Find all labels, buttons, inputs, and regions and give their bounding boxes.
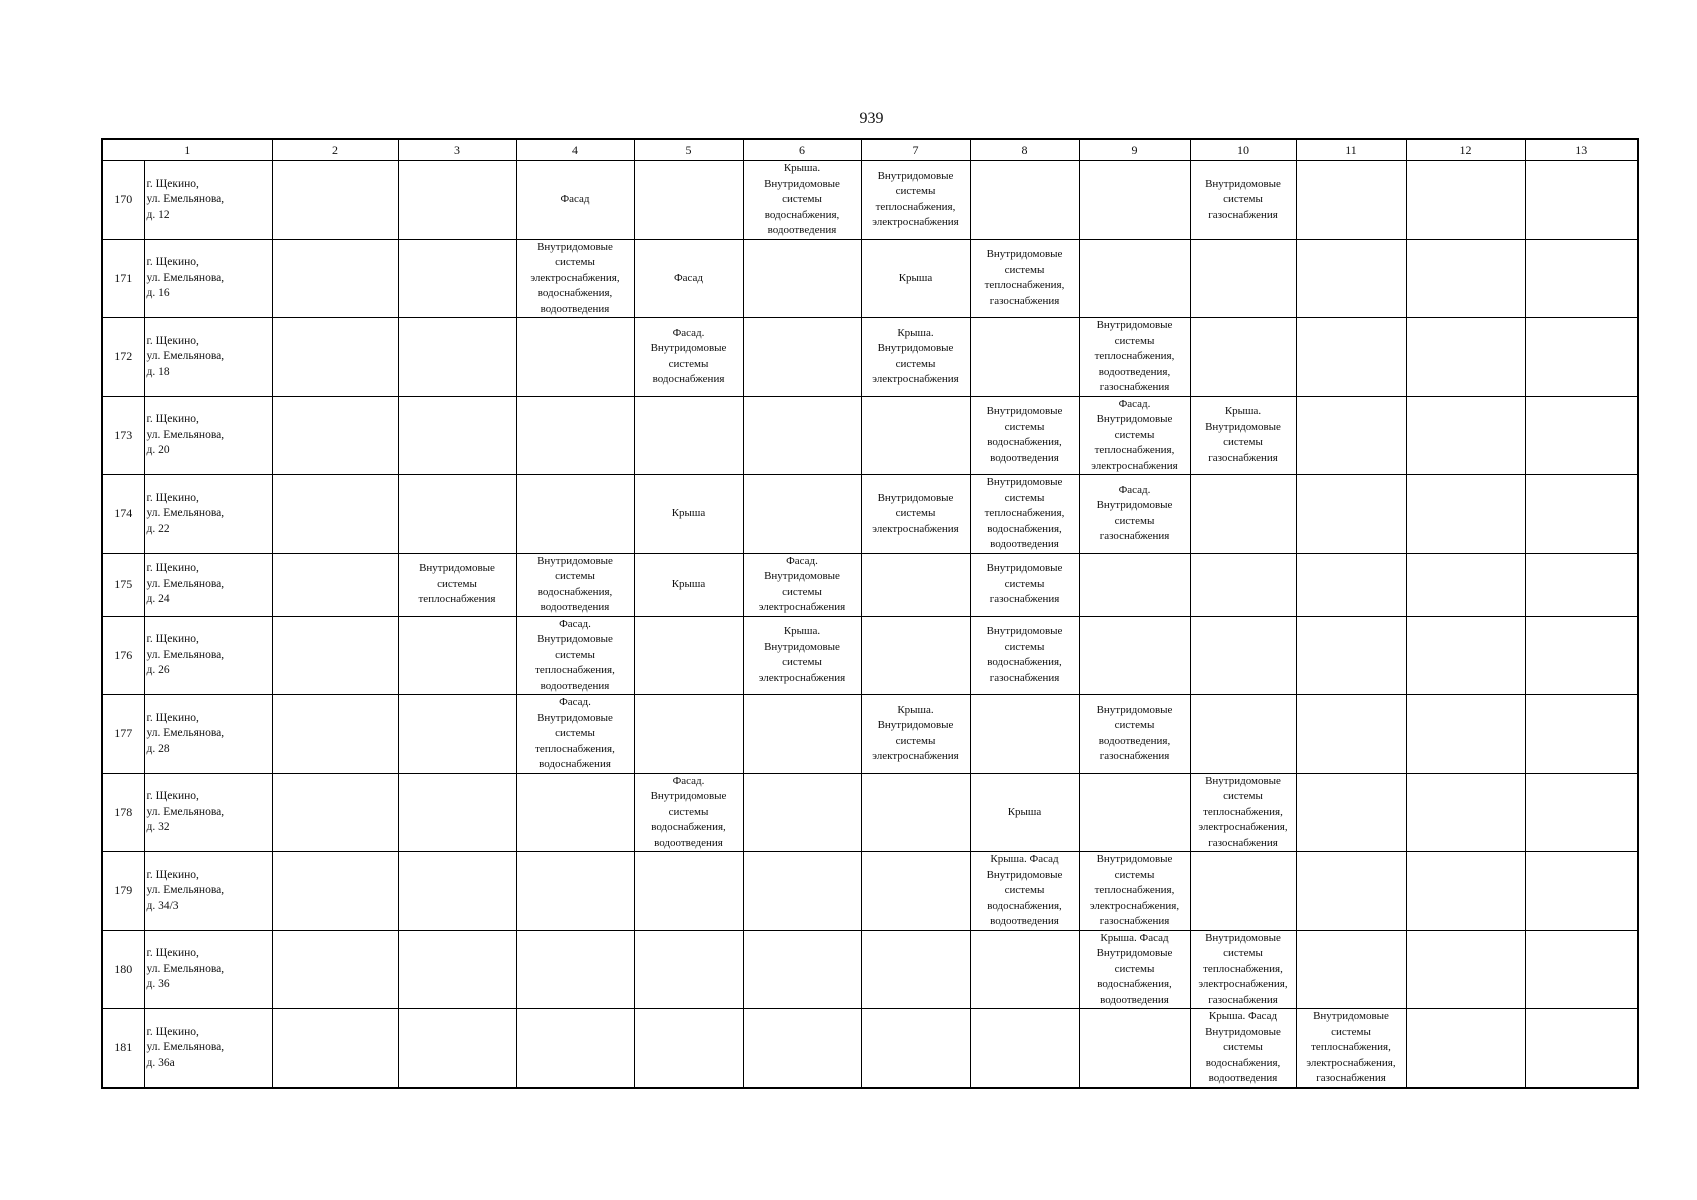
work-cell bbox=[516, 396, 634, 475]
work-cell bbox=[516, 318, 634, 397]
column-header: 10 bbox=[1190, 139, 1296, 161]
work-cell bbox=[1079, 930, 1190, 1009]
work-text: Внутридомовые системы водоснабжения, водоотведения bbox=[986, 405, 1063, 464]
work-cell bbox=[1079, 852, 1190, 931]
work-cell bbox=[1079, 1009, 1190, 1088]
address-text: г. Щекино, ул. Емельянова, д. 24 bbox=[146, 562, 225, 606]
table-row bbox=[102, 773, 1638, 852]
work-cell bbox=[1190, 475, 1296, 554]
work-cell bbox=[743, 1009, 861, 1088]
address-cell bbox=[144, 930, 272, 1009]
work-cell bbox=[1406, 475, 1525, 554]
work-text: Крыша. Внутридомовые системы электроснабжения bbox=[758, 625, 846, 684]
work-cell bbox=[516, 239, 634, 318]
work-text: Крыша. Внутридомовые системы водоснабжения, водоотведения bbox=[764, 162, 840, 236]
work-cell bbox=[970, 695, 1079, 774]
address-cell bbox=[144, 773, 272, 852]
work-cell bbox=[634, 396, 743, 475]
work-cell bbox=[398, 616, 516, 695]
table-row bbox=[102, 396, 1638, 475]
work-cell bbox=[516, 616, 634, 695]
work-cell bbox=[1190, 852, 1296, 931]
work-cell bbox=[1525, 475, 1638, 554]
work-text: Внутридомовые системы теплоснабжения, водоснабжения, водоотведения bbox=[984, 476, 1065, 550]
work-cell bbox=[398, 773, 516, 852]
work-cell bbox=[1406, 396, 1525, 475]
work-cell bbox=[1079, 396, 1190, 475]
work-cell bbox=[634, 1009, 743, 1088]
work-text: Крыша. Внутридомовые системы электроснабжения bbox=[872, 703, 959, 763]
work-text: Крыша. Внутридомовые системы газоснабжения bbox=[1205, 405, 1281, 464]
work-cell bbox=[861, 553, 970, 616]
work-cell bbox=[1296, 1009, 1406, 1088]
work-text: Фасад. Внутридомовые системы газоснабжения bbox=[1096, 483, 1173, 543]
work-cell bbox=[1406, 616, 1525, 695]
work-cell bbox=[1296, 161, 1406, 240]
address-cell bbox=[144, 616, 272, 695]
work-text: Фасад bbox=[560, 193, 590, 205]
work-cell bbox=[398, 852, 516, 931]
work-text: Внутридомовые системы газоснабжения bbox=[986, 562, 1063, 606]
work-cell bbox=[1406, 1009, 1525, 1088]
work-cell bbox=[743, 239, 861, 318]
work-cell bbox=[1296, 239, 1406, 318]
address-text: г. Щекино, ул. Емельянова, д. 18 bbox=[146, 334, 225, 378]
work-text: Крыша. Фасад Внутридомовые системы водоснабжения, водоотведения bbox=[1205, 1010, 1281, 1084]
address-cell bbox=[144, 161, 272, 240]
work-cell bbox=[1296, 852, 1406, 931]
work-cell bbox=[398, 318, 516, 397]
column-header: 7 bbox=[861, 139, 970, 161]
work-cell bbox=[1296, 553, 1406, 616]
work-cell bbox=[398, 239, 516, 318]
work-cell bbox=[516, 161, 634, 240]
work-cell bbox=[970, 396, 1079, 475]
table-row bbox=[102, 1009, 1638, 1088]
work-cell bbox=[516, 553, 634, 616]
work-cell bbox=[272, 161, 398, 240]
work-cell bbox=[970, 1009, 1079, 1088]
work-cell bbox=[1525, 930, 1638, 1009]
work-cell bbox=[970, 773, 1079, 852]
work-text: Крыша. Фасад Внутридомовые системы водоснабжения, водоотведения bbox=[986, 853, 1063, 927]
row-number: 178 bbox=[102, 773, 144, 852]
work-cell bbox=[1406, 239, 1525, 318]
address-text: г. Щекино, ул. Емельянова, д. 32 bbox=[146, 790, 225, 833]
work-cell bbox=[861, 616, 970, 695]
work-cell bbox=[743, 616, 861, 695]
work-cell bbox=[861, 852, 970, 931]
address-cell bbox=[144, 695, 272, 774]
address-text: г. Щекино, ул. Емельянова, д. 28 bbox=[146, 711, 225, 755]
row-number: 172 bbox=[102, 318, 144, 397]
work-cell bbox=[272, 475, 398, 554]
work-cell bbox=[1296, 396, 1406, 475]
work-cell bbox=[1406, 773, 1525, 852]
column-header: 11 bbox=[1296, 139, 1406, 161]
work-cell bbox=[861, 396, 970, 475]
work-cell bbox=[1079, 553, 1190, 616]
column-header: 5 bbox=[634, 139, 743, 161]
work-cell bbox=[516, 475, 634, 554]
work-cell bbox=[272, 695, 398, 774]
column-header: 6 bbox=[743, 139, 861, 161]
table-row bbox=[102, 239, 1638, 318]
row-number: 177 bbox=[102, 695, 144, 774]
work-cell bbox=[272, 318, 398, 397]
work-cell bbox=[398, 695, 516, 774]
work-cell bbox=[861, 695, 970, 774]
work-cell bbox=[1525, 396, 1638, 475]
row-number: 171 bbox=[102, 239, 144, 318]
work-text: Внутридомовые системы теплоснабжения, электроснабжения bbox=[872, 169, 959, 229]
address-cell bbox=[144, 239, 272, 318]
work-text: Внутридомовые системы теплоснабжения, водоотведения, газоснабжения bbox=[1094, 319, 1175, 393]
work-cell bbox=[1079, 161, 1190, 240]
work-cell bbox=[1296, 695, 1406, 774]
work-cell bbox=[1525, 553, 1638, 616]
work-cell bbox=[1079, 318, 1190, 397]
work-cell bbox=[743, 475, 861, 554]
work-text: Крыша bbox=[1007, 805, 1042, 818]
column-header: 12 bbox=[1406, 139, 1525, 161]
work-cell bbox=[398, 930, 516, 1009]
work-cell bbox=[970, 475, 1079, 554]
row-number: 179 bbox=[102, 852, 144, 931]
table-row bbox=[102, 553, 1638, 616]
work-cell bbox=[1525, 318, 1638, 397]
address-cell bbox=[144, 396, 272, 475]
work-text: Крыша bbox=[671, 577, 706, 590]
work-text: Крыша. Внутридомовые системы электроснабжения bbox=[872, 326, 959, 386]
work-text: Внутридомовые системы теплоснабжения, электроснабжения, газоснабжения bbox=[1089, 853, 1180, 927]
work-cell bbox=[743, 852, 861, 931]
work-cell bbox=[1190, 396, 1296, 475]
work-cell bbox=[1296, 773, 1406, 852]
work-cell bbox=[516, 773, 634, 852]
work-cell bbox=[743, 930, 861, 1009]
work-cell bbox=[398, 1009, 516, 1088]
work-cell bbox=[1406, 852, 1525, 931]
work-cell bbox=[970, 616, 1079, 695]
work-cell bbox=[634, 239, 743, 318]
work-cell bbox=[1525, 239, 1638, 318]
address-text: г. Щекино, ул. Емельянова, д. 16 bbox=[146, 256, 225, 299]
work-text: Фасад. Внутридомовые системы теплоснабжения, водоснабжения bbox=[535, 696, 615, 770]
work-text: Внутридомовые системы теплоснабжения bbox=[418, 562, 496, 606]
work-cell bbox=[1190, 553, 1296, 616]
work-text: Фасад. Внутридомовые системы теплоснабжения, электроснабжения bbox=[1091, 397, 1178, 472]
work-cell bbox=[1190, 773, 1296, 852]
work-cell bbox=[861, 161, 970, 240]
row-number: 176 bbox=[102, 616, 144, 695]
work-cell bbox=[1296, 475, 1406, 554]
address-cell bbox=[144, 553, 272, 616]
row-number: 175 bbox=[102, 553, 144, 616]
work-text: Внутридомовые системы водоснабжения, газоснабжения bbox=[986, 625, 1063, 684]
work-cell bbox=[1406, 318, 1525, 397]
work-cell bbox=[970, 161, 1079, 240]
work-cell bbox=[1079, 695, 1190, 774]
address-text: г. Щекино, ул. Емельянова, д. 20 bbox=[146, 413, 225, 456]
column-header: 3 bbox=[398, 139, 516, 161]
table-body bbox=[102, 139, 1638, 1088]
page-number: 939 bbox=[859, 110, 884, 127]
work-cell bbox=[272, 930, 398, 1009]
work-cell bbox=[398, 396, 516, 475]
work-cell bbox=[1525, 852, 1638, 931]
work-text: Фасад. Внутридомовые системы водоснабжения, водоотведения bbox=[650, 774, 727, 849]
work-cell bbox=[272, 396, 398, 475]
work-cell bbox=[1296, 930, 1406, 1009]
work-cell bbox=[272, 1009, 398, 1088]
table-row bbox=[102, 475, 1638, 554]
address-text: г. Щекино, ул. Емельянова, д. 34/3 bbox=[146, 868, 225, 912]
table-row bbox=[102, 318, 1638, 397]
address-text: г. Щекино, ул. Емельянова, д. 26 bbox=[146, 633, 225, 676]
work-cell bbox=[634, 475, 743, 554]
work-cell bbox=[516, 930, 634, 1009]
work-cell bbox=[1190, 161, 1296, 240]
work-cell bbox=[1406, 930, 1525, 1009]
work-cell bbox=[861, 773, 970, 852]
work-cell bbox=[1190, 239, 1296, 318]
work-cell bbox=[1190, 1009, 1296, 1088]
work-cell bbox=[634, 616, 743, 695]
column-header: 1 bbox=[102, 139, 272, 161]
work-cell bbox=[1079, 239, 1190, 318]
work-cell bbox=[970, 852, 1079, 931]
work-cell bbox=[272, 852, 398, 931]
work-text: Внутридомовые системы теплоснабжения, электроснабжения, газоснабжения bbox=[1198, 774, 1288, 849]
work-cell bbox=[1190, 695, 1296, 774]
column-header: 8 bbox=[970, 139, 1079, 161]
work-text: Крыша bbox=[898, 271, 933, 284]
row-number: 174 bbox=[102, 475, 144, 554]
work-text: Внутридомовые системы электроснабжения bbox=[872, 491, 959, 535]
work-cell bbox=[1190, 930, 1296, 1009]
work-cell bbox=[861, 318, 970, 397]
work-cell bbox=[970, 239, 1079, 318]
work-cell bbox=[272, 239, 398, 318]
work-cell bbox=[743, 161, 861, 240]
address-text: г. Щекино, ул. Емельянова, д. 12 bbox=[146, 177, 225, 221]
work-text: Крыша bbox=[671, 507, 706, 519]
work-cell bbox=[1406, 161, 1525, 240]
column-header-row bbox=[102, 139, 1638, 161]
column-header: 4 bbox=[516, 139, 634, 161]
work-cell bbox=[743, 396, 861, 475]
row-number: 173 bbox=[102, 396, 144, 475]
address-cell bbox=[144, 318, 272, 397]
address-text: г. Щекино, ул. Емельянова, д. 36 bbox=[146, 947, 225, 990]
work-cell bbox=[1296, 616, 1406, 695]
work-cell bbox=[1296, 318, 1406, 397]
work-cell bbox=[516, 852, 634, 931]
address-cell bbox=[144, 852, 272, 931]
work-cell bbox=[634, 773, 743, 852]
work-text: Внутридомовые системы теплоснабжения, электроснабжения, газоснабжения bbox=[1198, 931, 1288, 1006]
table-row bbox=[102, 161, 1638, 240]
work-cell bbox=[743, 695, 861, 774]
work-cell bbox=[970, 553, 1079, 616]
work-text: Фасад. Внутридомовые системы водоснабжения bbox=[650, 326, 727, 386]
work-cell bbox=[1525, 773, 1638, 852]
row-number: 181 bbox=[102, 1009, 144, 1088]
work-cell bbox=[398, 475, 516, 554]
work-text: Крыша. Фасад Внутридомовые системы водоснабжения, водоотведения bbox=[1096, 931, 1173, 1006]
work-cell bbox=[398, 553, 516, 616]
work-cell bbox=[634, 695, 743, 774]
work-cell bbox=[1406, 553, 1525, 616]
work-text: Внутридомовые системы водоотведения, газоснабжения bbox=[1096, 703, 1173, 763]
work-cell bbox=[516, 695, 634, 774]
work-cell bbox=[272, 773, 398, 852]
work-cell bbox=[1525, 161, 1638, 240]
work-cell bbox=[861, 1009, 970, 1088]
work-cell bbox=[634, 318, 743, 397]
work-cell bbox=[634, 930, 743, 1009]
work-cell bbox=[1190, 616, 1296, 695]
address-text: г. Щекино, ул. Емельянова, д. 22 bbox=[146, 491, 225, 535]
address-text: г. Щекино, ул. Емельянова, д. 36а bbox=[146, 1025, 225, 1069]
column-header: 2 bbox=[272, 139, 398, 161]
work-cell bbox=[272, 553, 398, 616]
work-cell bbox=[516, 1009, 634, 1088]
work-text: Фасад. Внутридомовые системы электроснабжения bbox=[758, 554, 846, 613]
work-cell bbox=[1525, 616, 1638, 695]
work-cell bbox=[1525, 695, 1638, 774]
table-row bbox=[102, 930, 1638, 1009]
work-cell bbox=[861, 930, 970, 1009]
work-text: Фасад bbox=[673, 271, 704, 284]
work-text: Внутридомовые системы электроснабжения, водоснабжения, водоотведения bbox=[530, 240, 620, 315]
work-cell bbox=[1525, 1009, 1638, 1088]
work-cell bbox=[743, 773, 861, 852]
work-cell bbox=[272, 616, 398, 695]
table-row bbox=[102, 616, 1638, 695]
work-cell bbox=[634, 553, 743, 616]
work-cell bbox=[743, 318, 861, 397]
work-text: Внутридомовые системы газоснабжения bbox=[1205, 177, 1281, 221]
work-text: Внутридомовые системы водоснабжения, водоотведения bbox=[537, 554, 613, 613]
work-text: Внутридомовые системы теплоснабжения, газоснабжения bbox=[984, 248, 1065, 307]
work-cell bbox=[634, 161, 743, 240]
work-cell bbox=[970, 318, 1079, 397]
work-cell bbox=[1079, 475, 1190, 554]
work-cell bbox=[861, 239, 970, 318]
work-cell bbox=[634, 852, 743, 931]
work-cell bbox=[398, 161, 516, 240]
repair-schedule-table bbox=[101, 138, 1639, 1089]
column-header: 9 bbox=[1079, 139, 1190, 161]
row-number: 170 bbox=[102, 161, 144, 240]
table-row bbox=[102, 852, 1638, 931]
work-cell bbox=[1406, 695, 1525, 774]
work-cell bbox=[861, 475, 970, 554]
table-row bbox=[102, 695, 1638, 774]
work-text: Фасад. Внутридомовые системы теплоснабжения, водоотведения bbox=[535, 617, 615, 692]
work-cell bbox=[1079, 616, 1190, 695]
work-cell bbox=[743, 553, 861, 616]
work-cell bbox=[970, 930, 1079, 1009]
row-number: 180 bbox=[102, 930, 144, 1009]
work-cell bbox=[1079, 773, 1190, 852]
address-cell bbox=[144, 475, 272, 554]
column-header: 13 bbox=[1525, 139, 1638, 161]
address-cell bbox=[144, 1009, 272, 1088]
work-text: Внутридомовые системы теплоснабжения, электроснабжения, газоснабжения bbox=[1306, 1010, 1396, 1084]
work-cell bbox=[1190, 318, 1296, 397]
